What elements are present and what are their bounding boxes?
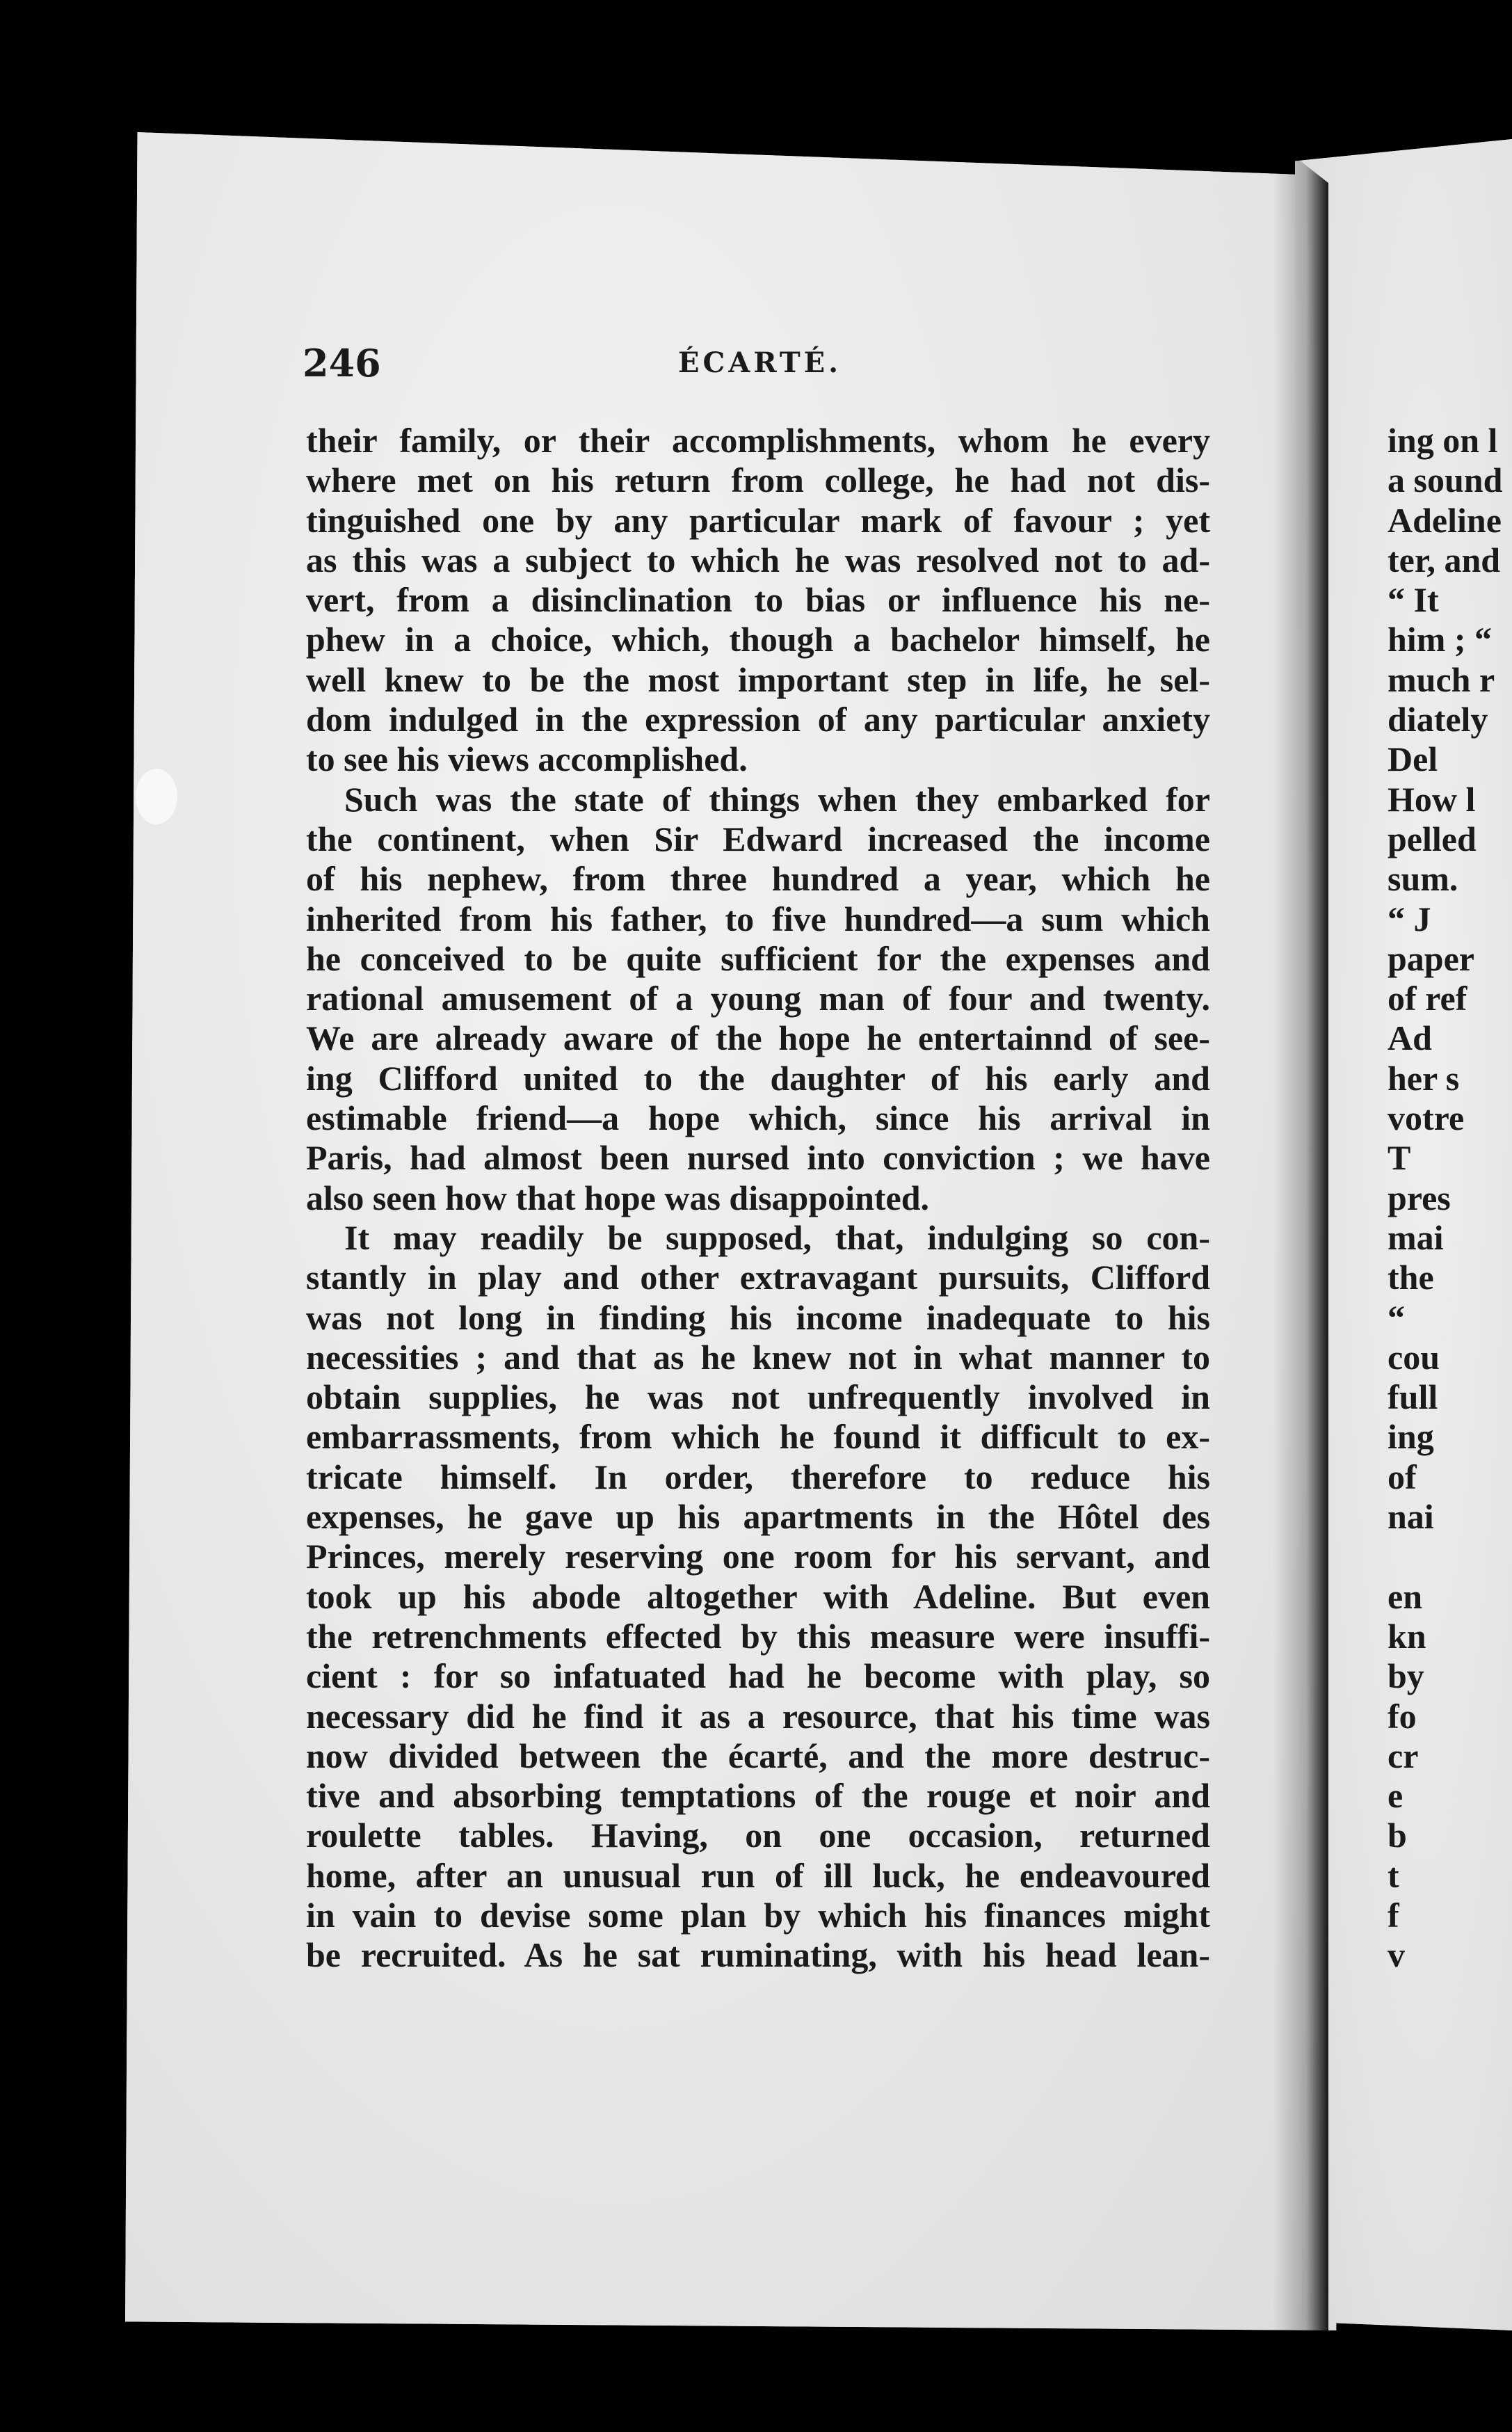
text-line: cient : for so infatuated had he become with play, so <box>306 1656 1210 1696</box>
facing-page-line: Del <box>1388 739 1438 779</box>
facing-page-line: a sound <box>1388 461 1503 500</box>
facing-page-line: nai <box>1388 1497 1434 1537</box>
text-line: of his nephew, from three hundred a year, which he <box>306 859 1210 899</box>
facing-page-line: f <box>1388 1895 1399 1935</box>
facing-page-line: T <box>1388 1138 1411 1178</box>
page-number: 246 <box>303 341 381 385</box>
running-head <box>303 341 1200 390</box>
text-line: in vain to devise some plan by which his finances might <box>306 1895 1210 1935</box>
facing-page-line: him ; “ <box>1388 620 1492 659</box>
facing-page-line: of ref <box>1388 979 1467 1018</box>
facing-page-line: much r <box>1388 659 1495 699</box>
text-line: Paris, had almost been nursed into conviction ; we have <box>306 1138 1210 1178</box>
facing-page-line: kn <box>1388 1616 1426 1656</box>
running-title: ÉCARTÉ. <box>678 346 842 379</box>
text-line: home, after an unusual run of ill luck, he endeavoured <box>306 1855 1210 1895</box>
facing-page-line: the <box>1388 1258 1434 1297</box>
facing-page-line: ter, and <box>1388 540 1501 579</box>
text-line: tinguished one by any particular mark of favour ; yet <box>306 500 1210 540</box>
text-line: rational amusement of a young man of four and twenty. <box>306 979 1210 1018</box>
text-line: the continent, when Sir Edward increased the income <box>306 819 1210 858</box>
facing-page-line: fo <box>1388 1696 1417 1736</box>
facing-page-line: “ It <box>1388 580 1439 620</box>
facing-page-line: ing <box>1388 1417 1434 1457</box>
text-line: embarrassments, from which he found it difficult to ex- <box>306 1417 1210 1457</box>
text-line: tive and absorbing temptations of the rouge et noir and <box>306 1776 1210 1816</box>
facing-page-line: ing on l <box>1388 421 1498 460</box>
text-line: expenses, he gave up his apartments in the Hôtel des <box>306 1497 1210 1537</box>
facing-page-line: paper <box>1388 938 1474 978</box>
facing-page-line: en <box>1388 1576 1422 1616</box>
facing-page-line: her s <box>1388 1058 1460 1098</box>
text-line: necessities ; and that as he knew not in what manner to <box>306 1337 1210 1377</box>
text-line: It may readily be supposed, that, indulging so con- <box>344 1217 1210 1257</box>
facing-page-line: mai <box>1388 1217 1444 1257</box>
text-line: Princes, merely reserving one room for his servant, and <box>306 1537 1210 1576</box>
text-line: now divided between the écarté, and the more destruc- <box>306 1736 1210 1775</box>
text-line: necessary did he find it as a resource, that his time was <box>306 1696 1210 1736</box>
facing-page-line <box>1388 1537 1512 1576</box>
facing-page-line: Adeline <box>1388 500 1502 540</box>
facing-page-line: t <box>1388 1855 1399 1895</box>
facing-page-text <box>1388 421 1512 1976</box>
text-line: stantly in play and other extravagant pursuits, Clifford <box>306 1258 1210 1297</box>
text-line: We are already aware of the hope he entertainnd of see- <box>306 1018 1210 1058</box>
text-line: inherited from his father, to five hundred—a sum which <box>306 899 1210 938</box>
text-line: he conceived to be quite sufficient for the expenses and <box>306 938 1210 978</box>
facing-page-line: “ <box>1388 1297 1405 1337</box>
text-line: estimable friend—a hope which, since his arrival in <box>306 1098 1210 1138</box>
text-line: also seen how that hope was disappointed. <box>306 1178 930 1217</box>
text-line: phew in a choice, which, though a bachelor himself, he <box>306 620 1210 659</box>
text-line: was not long in finding his income inadequate to his <box>306 1297 1210 1337</box>
text-line: where met on his return from college, he had not dis- <box>306 461 1210 500</box>
facing-page-line: votre <box>1388 1098 1465 1138</box>
text-line: be recruited. As he sat ruminating, with his head lean- <box>306 1935 1210 1975</box>
body-text <box>306 421 1210 1976</box>
text-line: the retrenchments effected by this measure were insuffi- <box>306 1616 1210 1656</box>
text-line: vert, from a disinclination to bias or influence his ne- <box>306 580 1210 620</box>
paper-stain <box>136 769 177 824</box>
facing-page-line: b <box>1388 1816 1407 1855</box>
facing-page-line: “ J <box>1388 899 1431 938</box>
text-line: to see his views accomplished. <box>306 739 748 779</box>
facing-page-line: by <box>1388 1656 1424 1696</box>
facing-page-line: e <box>1388 1776 1404 1816</box>
text-line: ing Clifford united to the daughter of his early and <box>306 1058 1210 1098</box>
facing-page-line: diately <box>1388 700 1488 739</box>
facing-page-line: cr <box>1388 1736 1419 1775</box>
text-line: obtain supplies, he was not unfrequently involved in <box>306 1377 1210 1417</box>
book-gutter <box>1273 139 1328 2330</box>
text-line: took up his abode altogether with Adeline. But even <box>306 1576 1210 1616</box>
facing-page-line: How l <box>1388 779 1476 819</box>
text-line: dom indulged in the expression of any particular anxiety <box>306 700 1210 739</box>
text-line: roulette tables. Having, on one occasion, returned <box>306 1816 1210 1855</box>
text-line: as this was a subject to which he was resolved not to ad- <box>306 540 1210 579</box>
facing-page-line: sum. <box>1388 859 1458 899</box>
text-line: Such was the state of things when they embarked for <box>344 779 1210 819</box>
facing-page-line: full <box>1388 1377 1438 1417</box>
text-line: well knew to be the most important step in life, he sel- <box>306 659 1210 699</box>
facing-page-line: cou <box>1388 1337 1440 1377</box>
text-line: tricate himself. In order, therefore to reduce his <box>306 1457 1210 1496</box>
facing-page-line: pelled <box>1388 819 1477 858</box>
text-line: their family, or their accomplishments, whom he every <box>306 421 1210 460</box>
facing-page-line: pres <box>1388 1178 1451 1217</box>
facing-page-line: v <box>1388 1935 1405 1975</box>
facing-page-line: Ad <box>1388 1018 1432 1058</box>
facing-page-line: of <box>1388 1457 1417 1496</box>
